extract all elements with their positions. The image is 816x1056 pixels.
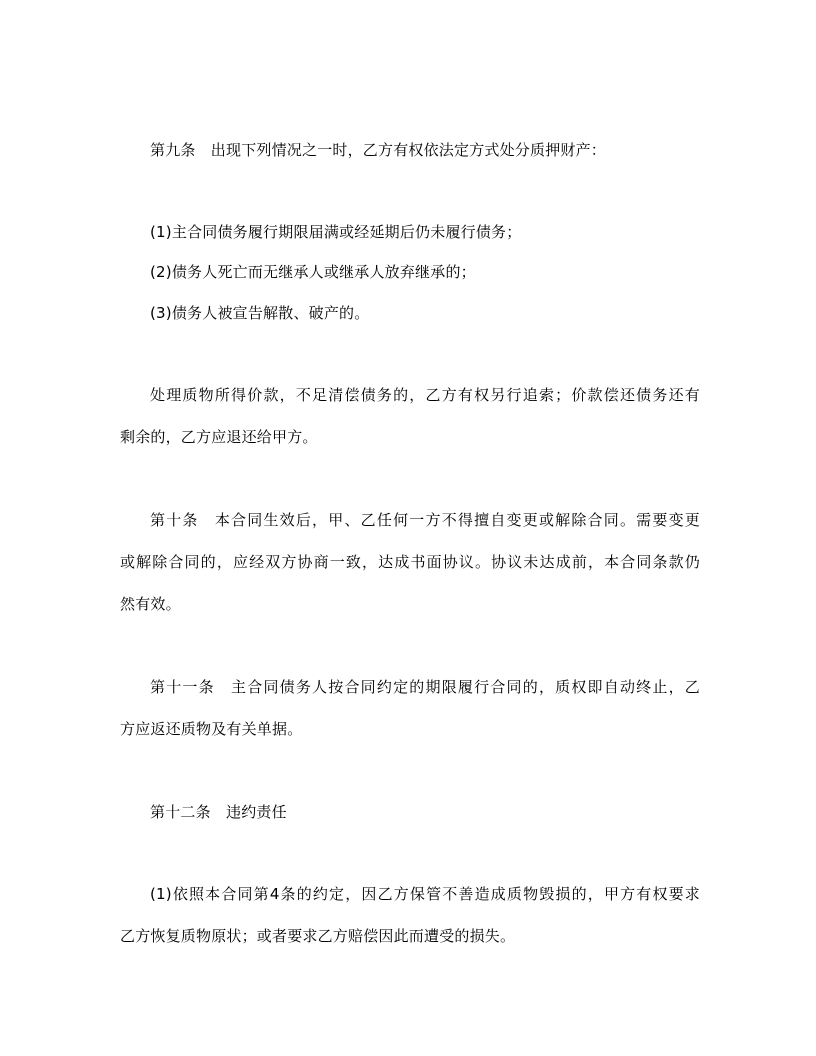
article-9-paragraph-line-2: 剩余的，乙方应退还给甲方。: [120, 428, 318, 446]
article-9-paragraph-line-1: 处理质物所得价款，不足清偿债务的，乙方有权另行追索；价款偿还债务还有: [150, 386, 700, 404]
article-9-heading: 第九条 出现下列情况之一时，乙方有权依法定方式处分质押财产：: [150, 141, 607, 159]
article-11-line-1: 第十一条 主合同债务人按合同约定的期限履行合同的，质权即自动终止，乙: [150, 678, 700, 696]
article-9-item-1: (1)主合同债务履行期限届满或经延期后仍未履行债务；: [150, 223, 522, 241]
article-9-item-2: (2)债务人死亡而无继承人或继承人放弃继承的；: [150, 263, 476, 281]
article-10-line-3: 然有效。: [120, 595, 181, 613]
article-11-line-2: 方应返还质物及有关单据。: [120, 720, 303, 738]
article-12-item-1-line-2: 乙方恢复质物原状；或者要求乙方赔偿因此而遭受的损失。: [120, 927, 516, 945]
article-12-item-1-line-1: (1)依照本合同第4条的约定，因乙方保管不善造成质物毁损的，甲方有权要求: [150, 885, 700, 903]
article-10-line-1: 第十条 本合同生效后，甲、乙任何一方不得擅自变更或解除合同。需要变更: [150, 511, 700, 529]
article-10-line-2: 或解除合同的，应经双方协商一致，达成书面协议。协议未达成前，本合同条款仍: [120, 553, 700, 571]
article-12-heading: 第十二条 违约责任: [150, 803, 287, 821]
article-9-item-3: (3)债务人被宣告解散、破产的。: [150, 304, 370, 322]
